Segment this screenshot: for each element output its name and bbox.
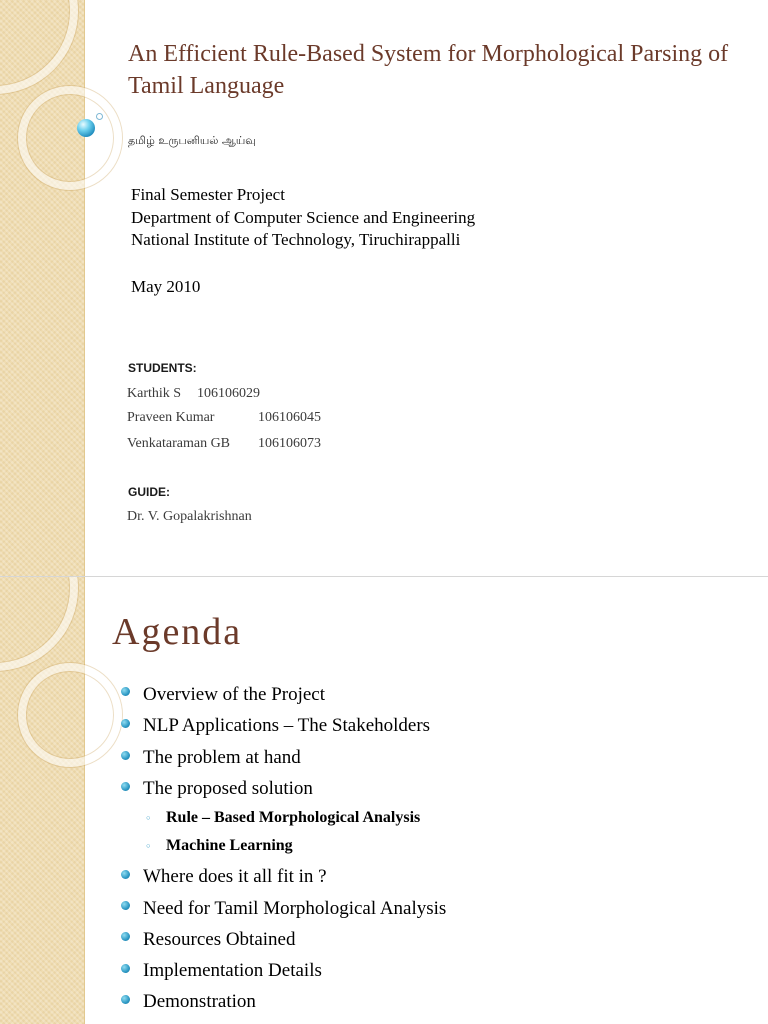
agenda-item: The problem at hand [143, 747, 301, 768]
bullet-icon [121, 687, 130, 696]
student-row [127, 386, 260, 402]
agenda-list [0, 577, 768, 1024]
agenda-sub-item: Rule – Based Morphological Analysis [166, 809, 421, 826]
students-label: STUDENTS: [128, 361, 197, 375]
decorative-dot-icon [96, 113, 103, 120]
student-name: Praveen Kumar [127, 410, 215, 425]
bullet-icon [121, 901, 130, 910]
student-row [127, 436, 321, 452]
project-info [131, 184, 475, 252]
bullet-icon [121, 964, 130, 973]
decorative-orb-icon [77, 119, 95, 137]
project-date: May 2010 [131, 277, 201, 296]
agenda-item: NLP Applications – The Stakeholders [143, 715, 431, 736]
decorative-ring [18, 86, 122, 190]
student-id: 106106045 [258, 410, 321, 425]
agenda-item: Where does it all fit in ? [143, 866, 327, 887]
sub-bullet-icon: ◦ [145, 812, 152, 825]
sub-bullet-icon: ◦ [145, 840, 152, 853]
tamil-subtitle: தமிழ் உருபனியல் ஆய்வு [128, 134, 256, 147]
bullet-icon [121, 932, 130, 941]
bullet-icon [121, 870, 130, 879]
agenda-title: Agenda [112, 611, 243, 653]
bullet-icon [121, 782, 130, 791]
bullet-icon [121, 719, 130, 728]
agenda-item: Demonstration [143, 991, 256, 1012]
bullet-icon [121, 995, 130, 1004]
student-id: 106106073 [258, 436, 321, 451]
bullet-icon [121, 751, 130, 760]
student-name: Venkataraman GB [127, 436, 231, 451]
agenda-item: Resources Obtained [143, 929, 296, 950]
student-id: 106106029 [197, 386, 260, 401]
guide-name: Dr. V. Gopalakrishnan [127, 509, 252, 524]
info-line: Department of Computer Science and Engineering [131, 207, 476, 227]
student-row [127, 410, 321, 426]
info-line: National Institute of Technology, Tiruchirappalli [131, 230, 461, 249]
slide-title: An Efficient Rule-Based System for Morphological Parsing of Tamil Language [128, 41, 729, 99]
agenda-item: Need for Tamil Morphological Analysis [143, 898, 447, 919]
info-line: Final Semester Project [131, 185, 285, 204]
agenda-item: Overview of the Project [143, 684, 326, 705]
student-name: Karthik S [127, 386, 182, 401]
agenda-item: Implementation Details [143, 960, 322, 981]
agenda-sub-item: Machine Learning [166, 837, 293, 854]
agenda-item: The proposed solution [143, 778, 313, 799]
agenda-slide [0, 577, 768, 1024]
guide-label: GUIDE: [128, 485, 170, 499]
